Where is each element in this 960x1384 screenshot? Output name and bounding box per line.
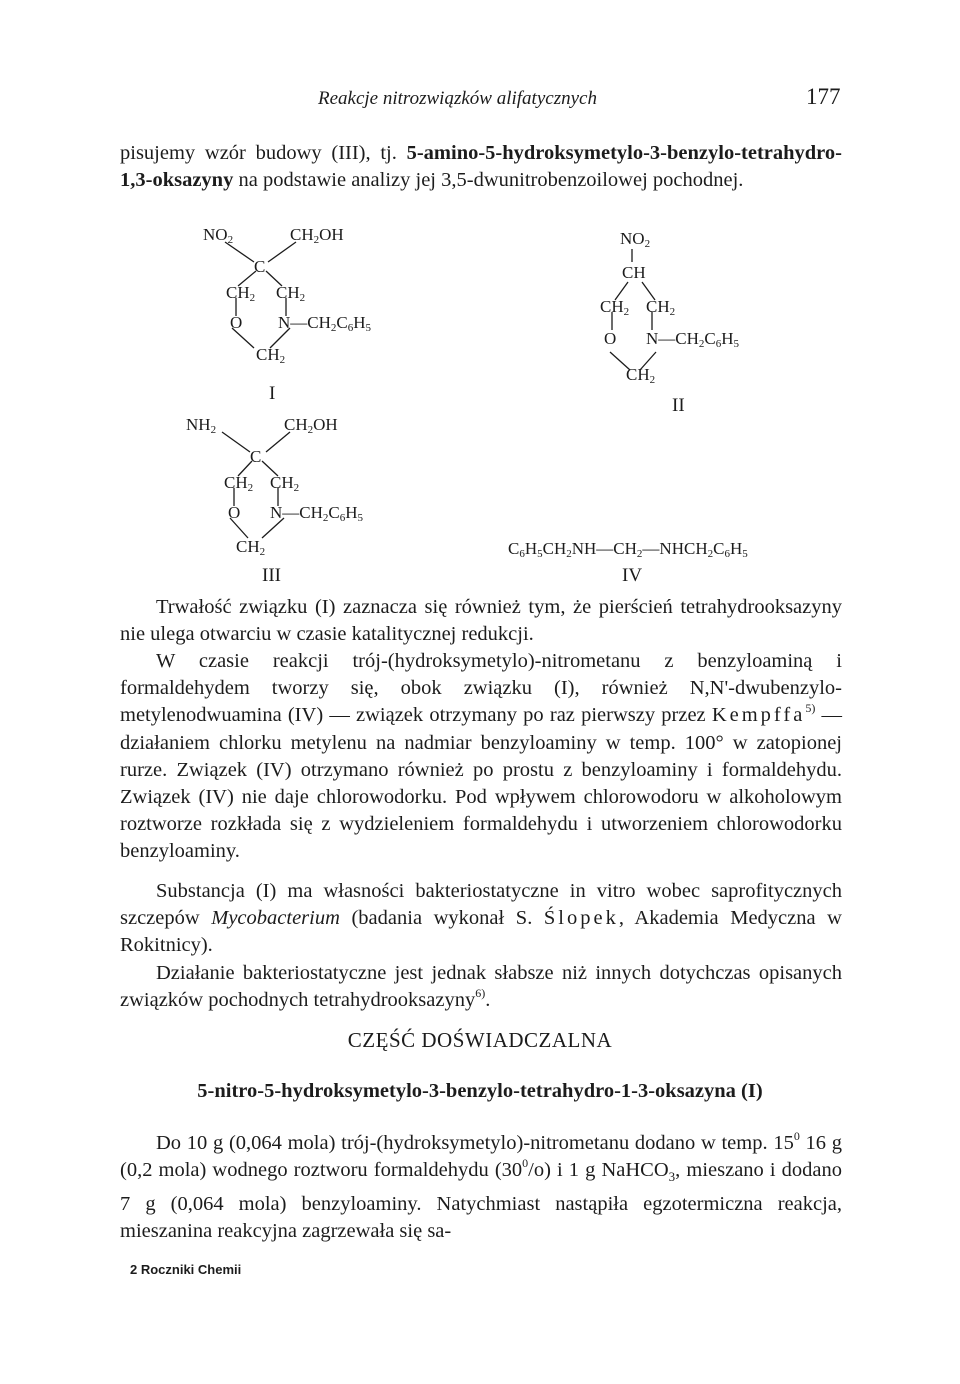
structure-III-ch2-right: $CH_2$ bbox=[270, 473, 300, 494]
structure-III-nh2: $NH_2$ bbox=[186, 415, 217, 436]
subscript-3: 3 bbox=[668, 1169, 676, 1185]
paragraph-reaction-text-end: — działaniem chlorku metylenu na nadmiar benzyloaminy w temp. 100° w zatopionej rurze. Związek (IV) otrzymano również po prostu z benzyloaminy i formaldehydu. Związek (IV) nie daje chlorowodorku. Pod wpływem chlorowodoru w alkoholowym roztworze rozkłada się z wydzieleniem formaldehydu i utworzeniem chlorowodorku benzyloaminy. bbox=[120, 704, 842, 863]
structure-I-ch2-right: $CH_2$ bbox=[276, 283, 306, 304]
structure-III-label: III bbox=[262, 565, 281, 586]
paragraph-bacteriostatic-text-mid: (badania wykonał S. bbox=[339, 907, 544, 930]
paragraph-activity-period: . bbox=[485, 989, 491, 1012]
structure-IV-label: IV bbox=[622, 565, 643, 586]
page-number: 177 bbox=[806, 84, 841, 109]
paragraph-bacteriostatic bbox=[120, 878, 842, 960]
author-slopek: Ślopek bbox=[543, 907, 619, 930]
running-title: Reakcje nitrozwiązków alifatycznych bbox=[318, 88, 597, 109]
paragraph-reaction-text: W czasie reakcji trój-(hydroksymetylo)-nitrometanu z benzyloaminą i formaldehydem tworzy się, obok związku (I), również N,N'-dwubenzylo-metylenodwuamina (IV) — związek otrzymany po raz pierwszy przez bbox=[120, 650, 842, 727]
structure-I-ch2oh: $CH_2OH$ bbox=[290, 225, 344, 246]
structure-II-ch2-bottom: $CH_2$ bbox=[626, 365, 656, 386]
experimental-text-3: /o) i 1 g NaHCO bbox=[528, 1159, 669, 1182]
structure-III-benzyl-n: $N—CH_2C_6H_5$ bbox=[270, 503, 364, 524]
author-kempff: Kempffa bbox=[711, 704, 806, 727]
compound-name: 5-amino-5-hydroksymetylo-3-benzylo-tetrahydro-1,3-oksazyny bbox=[120, 142, 842, 192]
paragraph-bacteriostatic-text: Substancja (I) ma własności bakteriostatyczne in vitro wobec saprofitycznych szczepów bbox=[120, 880, 842, 930]
structure-II-oxygen: O bbox=[604, 329, 617, 348]
paragraph-stability-text: Trwałość związku (I) zaznacza się również tym, że pierścień tetrahydrooksazyny nie ulega otwarciu w czasie katalitycznej redukcji. bbox=[120, 596, 842, 646]
structure-II-benzyl-n: $N—CH_2C_6H_5$ bbox=[646, 329, 740, 350]
paragraph-activity-text: Działanie bakteriostatyczne jest jednak słabsze niż innych dotychczas opisanych związków pochodnych tetrahydrooksazyny bbox=[120, 962, 842, 1012]
structure-II-ch2-right: $CH_2$ bbox=[646, 297, 676, 318]
structure-III-ch2-bottom: $CH_2$ bbox=[236, 537, 266, 558]
structure-II-no2: $NO_2$ bbox=[620, 229, 651, 250]
structure-IV-formula: $C_6H_5CH_2NH—CH_2—NHCH_2C_6H_5$ bbox=[508, 539, 748, 560]
structure-III-ch2-left: $CH_2$ bbox=[224, 473, 254, 494]
footer-signature: 2 Roczniki Chemii bbox=[130, 1262, 242, 1277]
structure-I-carbon: C bbox=[254, 257, 266, 276]
intro-text: pisujemy wzór budowy (III), tj. bbox=[120, 142, 407, 164]
structure-I-ch2-bottom: $CH_2$ bbox=[256, 345, 286, 366]
compound-heading: 5-nitro-5-hydroksymetylo-3-benzylo-tetrahydro-1-3-oksazyna (I) bbox=[197, 1080, 763, 1102]
paragraph-experimental bbox=[120, 1130, 842, 1245]
structure-I-ch2-left: $CH_2$ bbox=[226, 283, 256, 304]
structure-II-ch2-left: $CH_2$ bbox=[600, 297, 630, 318]
structure-I-no2: $NO_2$ bbox=[203, 225, 234, 246]
paragraph-reaction bbox=[120, 648, 842, 866]
species-name: Mycobacterium bbox=[211, 907, 340, 930]
section-title: CZĘŚĆ DOŚWIADCZALNA bbox=[347, 1028, 613, 1052]
structure-III-oxygen: O bbox=[228, 503, 241, 522]
chemical-structures bbox=[0, 0, 960, 600]
structure-III-carbon: C bbox=[250, 447, 262, 466]
bond-lines bbox=[0, 0, 960, 600]
structure-II-ch: CH bbox=[622, 263, 646, 282]
structure-I-benzyl-n: $N—CH_2C_6H_5$ bbox=[278, 313, 372, 334]
experimental-text-2: 16 g (0,2 mola) wodnego roztworu formaldehydu (30 bbox=[120, 1132, 843, 1182]
intro-text-end: na podstawie analizy jej 3,5-dwunitrobenzoilowej pochodnej. bbox=[233, 169, 744, 192]
degree-mark: 0 bbox=[793, 1129, 800, 1143]
paragraph-stability bbox=[120, 594, 842, 648]
reference-6: 6) bbox=[475, 986, 486, 1001]
paragraph-bacteriostatic-text-end: , Akademia Medyczna w Rokitnicy). bbox=[120, 907, 842, 957]
structure-I-oxygen: O bbox=[230, 313, 243, 332]
experimental-text-4: , mieszano i dodano 7 g (0,064 mola) benzyloaminy. Natychmiast nastąpiła egzotermiczna reakcja, mieszanina reakcyjna zagrzewała się sa- bbox=[120, 1159, 843, 1242]
reference-5: 5) bbox=[805, 701, 816, 716]
structure-III-ch2oh: $CH_2OH$ bbox=[284, 415, 338, 436]
experimental-text: Do 10 g (0,064 mola) trój-(hydroksymetylo)-nitrometanu dodano w temp. 15 bbox=[156, 1132, 794, 1154]
structure-I-label: I bbox=[269, 383, 276, 404]
percent-mark: 0 bbox=[522, 1156, 529, 1171]
structure-II-label: II bbox=[672, 395, 685, 416]
paragraph-activity bbox=[120, 960, 842, 1014]
